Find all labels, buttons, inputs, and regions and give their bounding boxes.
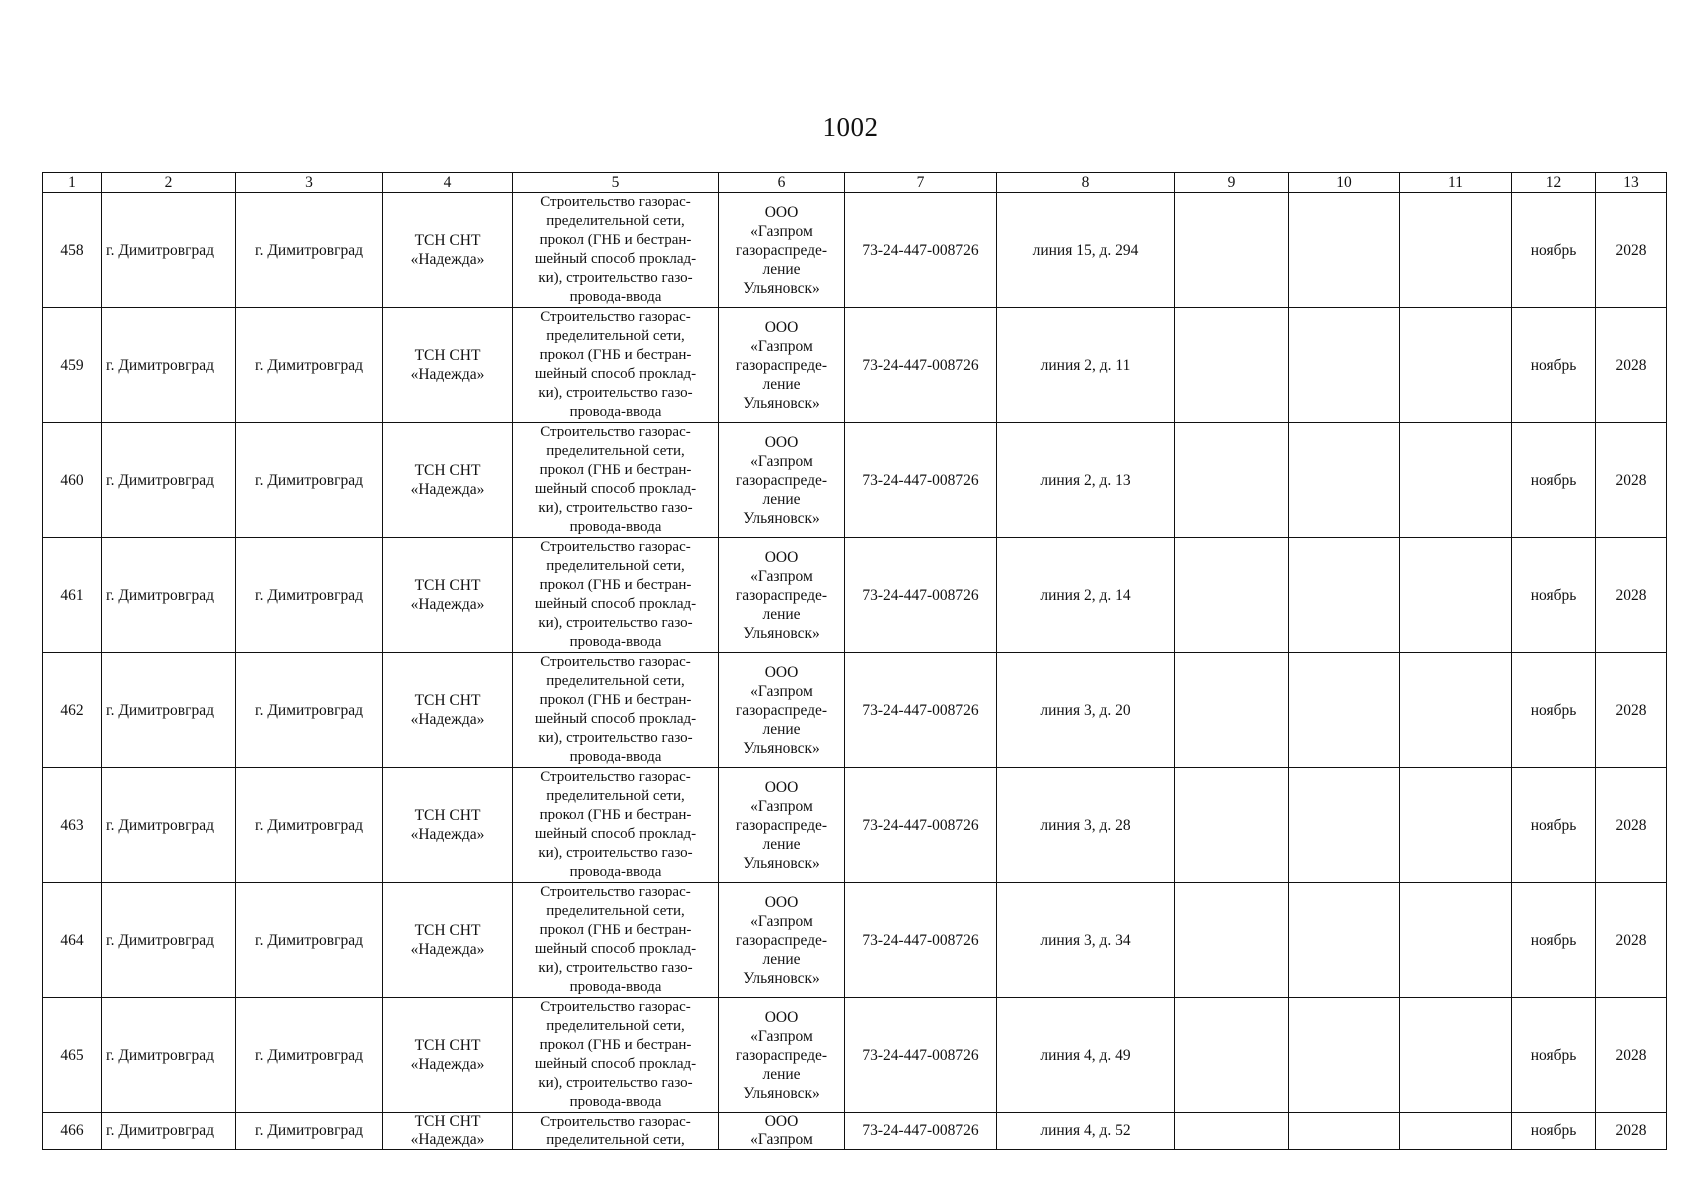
work-description-cell-line: шейный способ проклад-: [534, 1056, 697, 1072]
empty-cell-11: [1400, 653, 1512, 768]
column-index: 7: [845, 173, 997, 193]
settlement-cell: г. Димитровград: [236, 768, 383, 883]
snt-cell-line: «Надежда»: [410, 366, 485, 383]
snt-cell: [383, 193, 513, 308]
work-description-cell-line: ки), строительство газо-: [538, 270, 693, 286]
empty-cell-10: [1289, 998, 1400, 1113]
code-cell: 73-24-447-008726: [845, 193, 997, 308]
organization-cell-line: «Газпром: [750, 912, 813, 930]
column-index: 11: [1400, 173, 1512, 193]
year-cell: 2028: [1596, 768, 1667, 883]
page-number: 1002: [822, 112, 879, 142]
code-cell: 73-24-447-008726: [845, 768, 997, 883]
works-table: [42, 172, 1667, 1150]
snt-cell: [383, 768, 513, 883]
snt-cell-line: ТСН СНТ: [414, 922, 481, 939]
month-cell: ноябрь: [1512, 998, 1596, 1113]
organization-cell-line: ООО: [764, 203, 799, 221]
organization-cell-line: ление: [762, 375, 801, 393]
settlement-cell: г. Димитровград: [236, 193, 383, 308]
work-description-cell-line: Строительство газорас-: [540, 884, 691, 900]
work-description-cell-line: прокол (ГНБ и бестран-: [539, 347, 692, 363]
empty-cell-11: [1400, 883, 1512, 998]
organization-cell-line: Ульяновск»: [743, 739, 820, 757]
work-description-cell: [513, 193, 719, 308]
year-cell: 2028: [1596, 308, 1667, 423]
district-cell: г. Димитровград: [102, 423, 236, 538]
month-cell: ноябрь: [1512, 308, 1596, 423]
district-cell: г. Димитровград: [102, 883, 236, 998]
table-row: [43, 768, 1667, 883]
snt-cell: [383, 423, 513, 538]
work-description-cell-line: Строительство газорас-: [540, 424, 691, 440]
empty-cell-11: [1400, 423, 1512, 538]
empty-cell-10: [1289, 883, 1400, 998]
organization-cell-line: газораспреде-: [735, 816, 828, 834]
work-description-cell-line: провода-ввода: [569, 864, 662, 880]
organization-cell: [719, 423, 845, 538]
organization-cell-line: «Газпром: [750, 797, 813, 815]
organization-cell: [719, 1113, 845, 1150]
work-description-cell-line: прокол (ГНБ и бестран-: [539, 1037, 692, 1053]
code-cell: 73-24-447-008726: [845, 653, 997, 768]
row-number: 459: [43, 308, 102, 423]
empty-cell-10: [1289, 423, 1400, 538]
settlement-cell: г. Димитровград: [236, 1113, 383, 1150]
organization-cell: [719, 883, 845, 998]
month-cell: ноябрь: [1512, 768, 1596, 883]
snt-cell-line: «Надежда»: [410, 711, 485, 728]
organization-cell-line: газораспреде-: [735, 356, 828, 374]
work-description-cell-line: шейный способ проклад-: [534, 251, 697, 267]
snt-cell-line: ТСН СНТ: [414, 1113, 481, 1130]
district-cell: г. Димитровград: [102, 308, 236, 423]
organization-cell-line: ООО: [764, 318, 799, 336]
organization-cell-line: газораспреде-: [735, 701, 828, 719]
table-row: [43, 423, 1667, 538]
empty-cell-10: [1289, 193, 1400, 308]
column-index: 9: [1175, 173, 1289, 193]
row-number: 464: [43, 883, 102, 998]
work-description-cell-line: пределительной сети,: [546, 788, 685, 804]
empty-cell-11: [1400, 193, 1512, 308]
organization-cell-line: Ульяновск»: [743, 509, 820, 527]
work-description-cell-line: прокол (ГНБ и бестран-: [539, 692, 692, 708]
snt-cell: [383, 998, 513, 1113]
work-description-cell-line: шейный способ проклад-: [534, 826, 697, 842]
organization-cell-line: ление: [762, 260, 801, 278]
empty-cell-9: [1175, 883, 1289, 998]
column-index: 2: [102, 173, 236, 193]
organization-cell-line: ООО: [764, 778, 799, 796]
empty-cell-11: [1400, 308, 1512, 423]
code-cell: 73-24-447-008726: [845, 538, 997, 653]
address-cell: линия 2, д. 14: [997, 538, 1175, 653]
settlement-cell: г. Димитровград: [236, 883, 383, 998]
row-number: 466: [43, 1113, 102, 1150]
work-description-cell: [513, 653, 719, 768]
snt-cell-line: «Надежда»: [410, 596, 485, 613]
column-index: 5: [513, 173, 719, 193]
work-description-cell-line: пределительной сети,: [546, 443, 685, 459]
code-cell: 73-24-447-008726: [845, 998, 997, 1113]
month-cell: ноябрь: [1512, 653, 1596, 768]
work-description-cell-line: пределительной сети,: [546, 1018, 685, 1034]
work-description-cell-line: прокол (ГНБ и бестран-: [539, 922, 692, 938]
work-description-cell-line: прокол (ГНБ и бестран-: [539, 462, 692, 478]
organization-cell-line: ление: [762, 950, 801, 968]
work-description-cell-line: шейный способ проклад-: [534, 366, 697, 382]
organization-cell-line: Ульяновск»: [743, 394, 820, 412]
organization-cell: [719, 768, 845, 883]
empty-cell-10: [1289, 768, 1400, 883]
empty-cell-10: [1289, 308, 1400, 423]
work-description-cell-line: ки), строительство газо-: [538, 960, 693, 976]
organization-cell: [719, 538, 845, 653]
empty-cell-9: [1175, 653, 1289, 768]
code-cell: 73-24-447-008726: [845, 1113, 997, 1150]
empty-cell-11: [1400, 998, 1512, 1113]
organization-cell-line: ООО: [764, 1008, 799, 1026]
snt-cell-line: «Надежда»: [410, 826, 485, 843]
work-description-cell-line: провода-ввода: [569, 289, 662, 305]
work-description-cell-line: пределительной сети,: [546, 328, 685, 344]
column-index: 4: [383, 173, 513, 193]
header-row: [43, 173, 1667, 193]
organization-cell-line: газораспреде-: [735, 931, 828, 949]
organization-cell-line: газораспреде-: [735, 586, 828, 604]
month-cell: ноябрь: [1512, 538, 1596, 653]
table-row: [43, 998, 1667, 1113]
empty-cell-10: [1289, 1113, 1400, 1150]
code-cell: 73-24-447-008726: [845, 308, 997, 423]
work-description-cell-line: Строительство газорас-: [540, 194, 691, 210]
district-cell: г. Димитровград: [102, 653, 236, 768]
organization-cell-line: Ульяновск»: [743, 624, 820, 642]
year-cell: 2028: [1596, 423, 1667, 538]
district-cell: г. Димитровград: [102, 768, 236, 883]
work-description-cell-line: Строительство газорас-: [540, 654, 691, 670]
empty-cell-11: [1400, 538, 1512, 653]
empty-cell-9: [1175, 423, 1289, 538]
work-description-cell: [513, 538, 719, 653]
organization-cell-line: «Газпром: [750, 452, 813, 470]
year-cell: 2028: [1596, 193, 1667, 308]
work-description-cell-line: Строительство газорас-: [540, 769, 691, 785]
month-cell: ноябрь: [1512, 193, 1596, 308]
district-cell: г. Димитровград: [102, 538, 236, 653]
district-cell: г. Димитровград: [102, 1113, 236, 1150]
empty-cell-9: [1175, 538, 1289, 653]
work-description-cell-line: прокол (ГНБ и бестран-: [539, 577, 692, 593]
work-description-cell-line: пределительной сети,: [546, 558, 685, 574]
organization-cell-line: ление: [762, 490, 801, 508]
table-row: [43, 308, 1667, 423]
snt-cell: [383, 883, 513, 998]
year-cell: 2028: [1596, 653, 1667, 768]
snt-cell: [383, 1113, 513, 1150]
organization-cell-line: «Газпром: [750, 337, 813, 355]
work-description-cell-line: провода-ввода: [569, 519, 662, 535]
work-description-cell-line: ки), строительство газо-: [538, 845, 693, 861]
organization-cell-line: «Газпром: [750, 222, 813, 240]
snt-cell-line: «Надежда»: [410, 1131, 485, 1148]
row-number: 463: [43, 768, 102, 883]
address-cell: линия 3, д. 34: [997, 883, 1175, 998]
table-row: [43, 1113, 1667, 1150]
table-body: [43, 193, 1667, 1150]
organization-cell-line: ление: [762, 835, 801, 853]
snt-cell-line: ТСН СНТ: [414, 577, 481, 594]
work-description-cell: [513, 883, 719, 998]
code-cell: 73-24-447-008726: [845, 423, 997, 538]
empty-cell-9: [1175, 998, 1289, 1113]
empty-cell-9: [1175, 308, 1289, 423]
work-description-cell-line: шейный способ проклад-: [534, 596, 697, 612]
column-index: 8: [997, 173, 1175, 193]
organization-cell-line: Ульяновск»: [743, 969, 820, 987]
snt-cell-line: ТСН СНТ: [414, 347, 481, 364]
work-description-cell-line: шейный способ проклад-: [534, 711, 697, 727]
address-cell: линия 3, д. 28: [997, 768, 1175, 883]
snt-cell: [383, 538, 513, 653]
work-description-cell-line: Строительство газорас-: [540, 1114, 691, 1130]
settlement-cell: г. Димитровград: [236, 423, 383, 538]
organization-cell-line: газораспреде-: [735, 471, 828, 489]
table-row: [43, 538, 1667, 653]
empty-cell-10: [1289, 538, 1400, 653]
organization-cell-line: ООО: [764, 663, 799, 681]
work-description-cell: [513, 308, 719, 423]
work-description-cell: [513, 1113, 719, 1150]
organization-cell-line: «Газпром: [750, 1131, 813, 1148]
work-description-cell-line: пределительной сети,: [546, 673, 685, 689]
settlement-cell: г. Димитровград: [236, 308, 383, 423]
work-description-cell-line: шейный способ проклад-: [534, 481, 697, 497]
work-description-cell: [513, 423, 719, 538]
empty-cell-9: [1175, 768, 1289, 883]
organization-cell-line: ООО: [764, 433, 799, 451]
table-row: [43, 653, 1667, 768]
snt-cell-line: ТСН СНТ: [414, 232, 481, 249]
organization-cell: [719, 998, 845, 1113]
table-row: [43, 193, 1667, 308]
snt-cell-line: «Надежда»: [410, 481, 485, 498]
column-index: 1: [43, 173, 102, 193]
snt-cell-line: ТСН СНТ: [414, 1037, 481, 1054]
empty-cell-11: [1400, 768, 1512, 883]
settlement-cell: г. Димитровград: [236, 653, 383, 768]
organization-cell-line: ООО: [764, 1113, 799, 1130]
column-index: 3: [236, 173, 383, 193]
settlement-cell: г. Димитровград: [236, 998, 383, 1113]
address-cell: линия 2, д. 13: [997, 423, 1175, 538]
year-cell: 2028: [1596, 998, 1667, 1113]
address-cell: линия 4, д. 52: [997, 1113, 1175, 1150]
row-number: 460: [43, 423, 102, 538]
snt-cell-line: «Надежда»: [410, 941, 485, 958]
address-cell: линия 2, д. 11: [997, 308, 1175, 423]
district-cell: г. Димитровград: [102, 193, 236, 308]
row-number: 462: [43, 653, 102, 768]
snt-cell-line: «Надежда»: [410, 251, 485, 268]
empty-cell-10: [1289, 653, 1400, 768]
work-description-cell-line: провода-ввода: [569, 404, 662, 420]
organization-cell-line: Ульяновск»: [743, 854, 820, 872]
month-cell: ноябрь: [1512, 1113, 1596, 1150]
snt-cell-line: ТСН СНТ: [414, 462, 481, 479]
column-index: 10: [1289, 173, 1400, 193]
work-description-cell-line: провода-ввода: [569, 1094, 662, 1110]
organization-cell: [719, 193, 845, 308]
row-number: 458: [43, 193, 102, 308]
work-description-cell-line: пределительной сети,: [546, 1132, 685, 1148]
work-description-cell-line: Строительство газорас-: [540, 999, 691, 1015]
work-description-cell-line: пределительной сети,: [546, 903, 685, 919]
district-cell: г. Димитровград: [102, 998, 236, 1113]
organization-cell-line: газораспреде-: [735, 1046, 828, 1064]
month-cell: ноябрь: [1512, 423, 1596, 538]
organization-cell-line: газораспреде-: [735, 241, 828, 259]
work-description-cell-line: прокол (ГНБ и бестран-: [539, 807, 692, 823]
year-cell: 2028: [1596, 1113, 1667, 1150]
work-description-cell: [513, 768, 719, 883]
table-row: [43, 883, 1667, 998]
organization-cell-line: ление: [762, 720, 801, 738]
empty-cell-9: [1175, 193, 1289, 308]
work-description-cell: [513, 998, 719, 1113]
column-index: 12: [1512, 173, 1596, 193]
work-description-cell-line: Строительство газорас-: [540, 539, 691, 555]
work-description-cell-line: прокол (ГНБ и бестран-: [539, 232, 692, 248]
year-cell: 2028: [1596, 883, 1667, 998]
organization-cell-line: Ульяновск»: [743, 1084, 820, 1102]
work-description-cell-line: Строительство газорас-: [540, 309, 691, 325]
organization-cell-line: ООО: [764, 893, 799, 911]
address-cell: линия 15, д. 294: [997, 193, 1175, 308]
row-number: 465: [43, 998, 102, 1113]
organization-cell-line: Ульяновск»: [743, 279, 820, 297]
settlement-cell: г. Димитровград: [236, 538, 383, 653]
snt-cell-line: «Надежда»: [410, 1056, 485, 1073]
work-description-cell-line: пределительной сети,: [546, 213, 685, 229]
work-description-cell-line: шейный способ проклад-: [534, 941, 697, 957]
organization-cell-line: ление: [762, 605, 801, 623]
address-cell: линия 4, д. 49: [997, 998, 1175, 1113]
address-cell: линия 3, д. 20: [997, 653, 1175, 768]
work-description-cell-line: ки), строительство газо-: [538, 1075, 693, 1091]
empty-cell-11: [1400, 1113, 1512, 1150]
column-index: 13: [1596, 173, 1667, 193]
month-cell: ноябрь: [1512, 883, 1596, 998]
work-description-cell-line: провода-ввода: [569, 749, 662, 765]
work-description-cell-line: ки), строительство газо-: [538, 730, 693, 746]
year-cell: 2028: [1596, 538, 1667, 653]
work-description-cell-line: ки), строительство газо-: [538, 500, 693, 516]
organization-cell-line: «Газпром: [750, 1027, 813, 1045]
work-description-cell-line: ки), строительство газо-: [538, 385, 693, 401]
organization-cell-line: «Газпром: [750, 567, 813, 585]
work-description-cell-line: провода-ввода: [569, 979, 662, 995]
work-description-cell-line: ки), строительство газо-: [538, 615, 693, 631]
snt-cell: [383, 308, 513, 423]
code-cell: 73-24-447-008726: [845, 883, 997, 998]
snt-cell-line: ТСН СНТ: [414, 807, 481, 824]
column-index: 6: [719, 173, 845, 193]
organization-cell-line: ООО: [764, 548, 799, 566]
empty-cell-9: [1175, 1113, 1289, 1150]
row-number: 461: [43, 538, 102, 653]
snt-cell-line: ТСН СНТ: [414, 692, 481, 709]
snt-cell: [383, 653, 513, 768]
organization-cell: [719, 653, 845, 768]
organization-cell: [719, 308, 845, 423]
organization-cell-line: «Газпром: [750, 682, 813, 700]
organization-cell-line: ление: [762, 1065, 801, 1083]
work-description-cell-line: провода-ввода: [569, 634, 662, 650]
